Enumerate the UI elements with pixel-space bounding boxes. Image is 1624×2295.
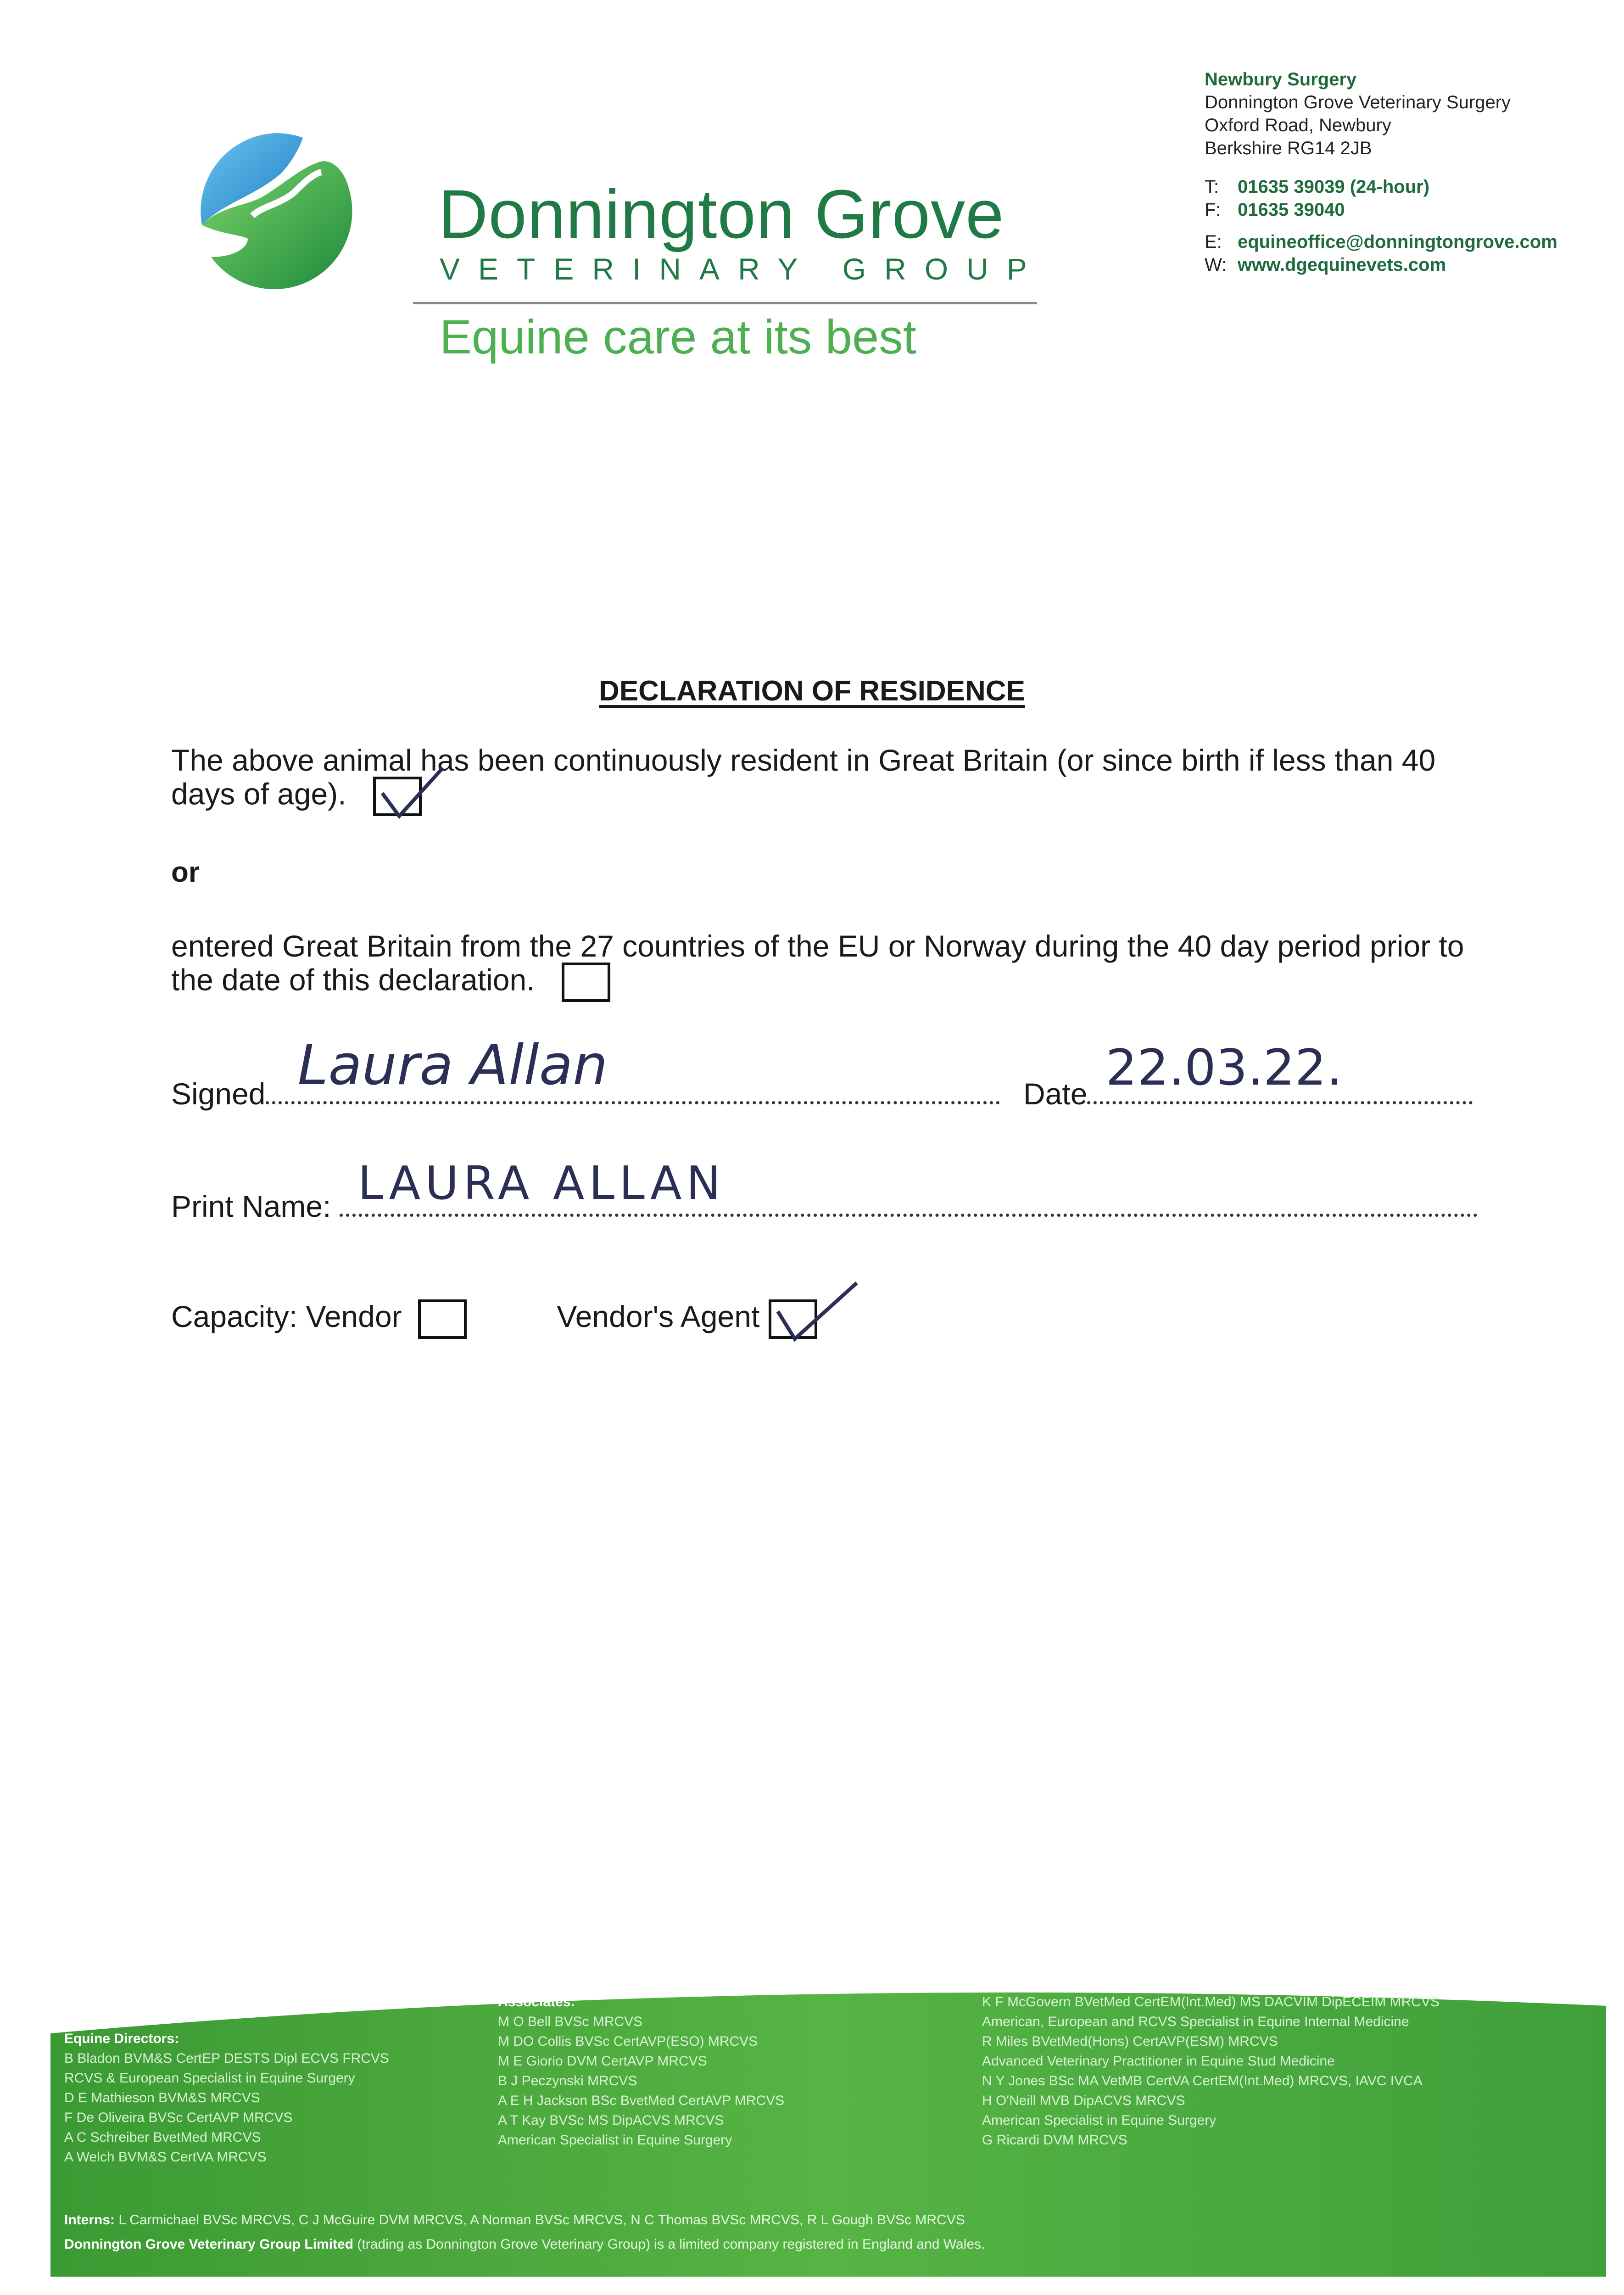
eu-entry-statement-text: entered Great Britain from the 27 countries of the EU or Norway during the 40 day period prior to the date of this declaration. (171, 929, 1464, 997)
print-name-field[interactable] (340, 1156, 1478, 1217)
address-line: Oxford Road, Newbury (1205, 115, 1391, 135)
signature-handwriting: Laura Allan (297, 1034, 608, 1097)
or-separator: or (171, 856, 200, 888)
fax-value: 01635 39040 (1238, 200, 1345, 220)
print-name-label: Print Name: (171, 1189, 331, 1223)
director-entry: D E Mathieson BVM&S MRCVS (64, 2090, 260, 2105)
print-name-handwriting: LAURA ALLAN (357, 1156, 725, 1210)
specialist-entry: K F McGovern BVetMed CertEM(Int.Med) MS DACVIM DipECEIM MRCVS (982, 1994, 1440, 2010)
capacity-row (171, 1299, 817, 1339)
director-entry: F De Oliveira BVSc CertAVP MRCVS (64, 2110, 293, 2125)
tel-label: T: (1205, 177, 1219, 197)
associates-heading: Associates: (498, 1994, 575, 2010)
company-registration: (trading as Donnington Grove Veterinary Group) is a limited company registered in England and Wales. (357, 2237, 985, 2252)
brand-subtitle: VETERINARY GROUP (440, 252, 1045, 286)
address-line: Berkshire RG14 2JB (1205, 138, 1372, 158)
brand-tagline: Equine care at its best (440, 310, 916, 364)
specialist-entry: H O'Neill MVB DipACVS MRCVS (982, 2093, 1185, 2108)
associate-entry: M O Bell BVSc MRCVS (498, 2014, 643, 2029)
web-link[interactable]: www.dgequinevets.com (1238, 255, 1446, 275)
signed-label: Signed (171, 1077, 266, 1111)
date-handwriting: 22.03.22. (1105, 1039, 1342, 1097)
associates (498, 1992, 784, 2150)
capacity-vendor-label: Capacity: Vendor (171, 1299, 402, 1333)
fax-label: F: (1205, 200, 1221, 220)
signature-row (171, 1034, 1000, 1111)
associate-entry: A E H Jackson BSc BvetMed CertAVP MRCVS (498, 2093, 785, 2108)
tel-value: 01635 39039 (24-hour) (1238, 177, 1430, 197)
vendor-checkbox[interactable] (418, 1299, 467, 1339)
donnington-grove-logo (184, 119, 367, 303)
form-title: DECLARATION OF RESIDENCE (599, 675, 1025, 707)
specialist-entry: R Miles BVetMed(Hons) CertAVP(ESM) MRCVS (982, 2034, 1278, 2049)
checkmark-icon (774, 1279, 861, 1348)
surgery-name: Newbury Surgery (1205, 69, 1357, 90)
checkmark-icon (379, 766, 447, 825)
associate-entry: American Specialist in Equine Surgery (498, 2133, 732, 2148)
specialists (982, 1992, 1440, 2150)
company-line (64, 2234, 985, 2254)
address-line: Donnington Grove Veterinary Surgery (1205, 92, 1511, 112)
residence-statement-text: The above animal has been continuously resident in Great Britain (or since birth if less than 40 days of age). (171, 743, 1436, 811)
equine-directors (64, 2029, 389, 2167)
associate-entry: B J Peczynski MRCVS (498, 2073, 637, 2088)
vendor-agent-label: Vendor's Agent (557, 1299, 760, 1333)
print-name-row (171, 1156, 1478, 1224)
signature-field[interactable] (266, 1034, 1000, 1104)
date-field[interactable] (1087, 1039, 1473, 1104)
specialist-entry: American, European and RCVS Specialist in Equine Internal Medicine (982, 2014, 1409, 2029)
associate-entry: A T Kay BVSc MS DipACVS MRCVS (498, 2113, 724, 2128)
specialist-entry: N Y Jones BSc MA VetMB CertVA CertEM(Int.Med) MRCVS, IAVC IVCA (982, 2073, 1423, 2088)
director-entry: B Bladon BVM&S CertEP DESTS Dipl ECVS FRCVS (64, 2051, 390, 2066)
specialist-entry: American Specialist in Equine Surgery (982, 2113, 1217, 2128)
interns-label: Interns: (64, 2212, 115, 2228)
residence-statement (171, 744, 1502, 816)
web-label: W: (1205, 255, 1227, 275)
director-entry: RCVS & European Specialist in Equine Surgery (64, 2071, 355, 2086)
specialist-entry: Advanced Veterinary Practitioner in Equine Stud Medicine (982, 2054, 1335, 2069)
residence-checkbox[interactable] (373, 777, 422, 816)
company-name: Donnington Grove Veterinary Group Limited (64, 2237, 354, 2252)
date-label: Date (1023, 1077, 1088, 1111)
brand-divider (413, 302, 1037, 304)
contact-details (1205, 175, 1557, 276)
interns-list: L Carmichael BVSc MRCVS, C J McGuire DVM MRCVS, A Norman BVSc MRCVS, N C Thomas BVSc MRCVS, R L Gough BVSc MRCVS (118, 2212, 965, 2228)
eu-entry-statement (171, 929, 1502, 1002)
associate-entry: M E Giorio DVM CertAVP MRCVS (498, 2054, 707, 2069)
director-entry: A C Schreiber BvetMed MRCVS (64, 2130, 261, 2145)
associate-entry: M DO Collis BVSc CertAVP(ESO) MRCVS (498, 2034, 758, 2049)
vendor-agent-checkbox[interactable] (769, 1299, 817, 1339)
eu-entry-checkbox[interactable] (562, 963, 610, 1002)
date-row (1023, 1039, 1473, 1111)
interns-line (64, 2210, 965, 2230)
email-label: E: (1205, 232, 1222, 252)
director-entry: A Welch BVM&S CertVA MRCVS (64, 2149, 267, 2165)
directors-heading: Equine Directors: (64, 2031, 179, 2046)
email-link[interactable]: equineoffice@donningtongrove.com (1238, 232, 1557, 252)
surgery-address (1205, 68, 1511, 160)
brand-name: Donnington Grove (438, 175, 1005, 252)
specialist-entry: G Ricardi DVM MRCVS (982, 2133, 1127, 2148)
